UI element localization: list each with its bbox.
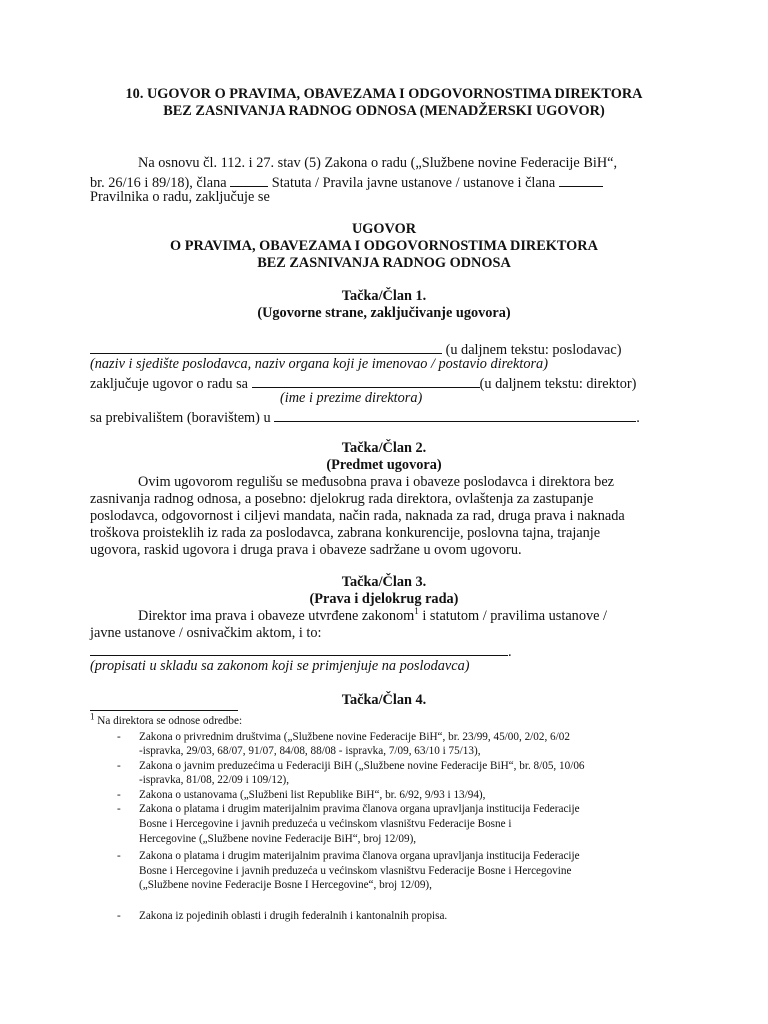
footnote-item-2-line-2: -ispravka, 81/08, 22/09 i 109/12), [139,774,290,786]
footnote-marker: 1 [90,711,95,722]
intro-line-2b: Statuta / Pravila javne ustanove / ustanove i člana [271,175,556,191]
clan3-subtitle: (Prava i djelokrug rada) [309,591,459,607]
intro-line-3: Pravilnika o radu, zaključuje se [90,189,270,205]
contract-heading-line1: UGOVOR [351,221,417,237]
clan3-title: Tačka/Član 3. [341,574,427,590]
clan1-subtitle: (Ugovorne strane, zaključivanje ugovora) [257,305,511,321]
document-title-line2: BEZ ZASNIVANJA RADNOG ODNOSA (MENADŽERSKI UGOVOR) [163,103,605,119]
footnote-ref-1[interactable]: 1 [414,606,419,617]
footnote-item-6-line-1: Zakona iz pojedinih oblasti i drugih federalnih i kantonalnih propisa. [139,910,448,922]
clan2-subtitle: (Predmet ugovora) [326,457,442,473]
clan1-line-3-suffix: (u daljnem tekstu: direktor) [479,376,637,392]
blank-prebivaliste [274,407,636,422]
intro-line-1: Na osnovu čl. 112. i 27. stav (5) Zakona o radu („Službene novine Federacije BiH“, [138,155,618,171]
footnote-item-bullet: - [117,731,121,743]
footnote-item-1-line-1: Zakona o privrednim društvima („Službene novine Federacije BiH“, br. 23/99, 45/00, 2/02, 6/02 [139,731,570,743]
footnote-intro [90,711,243,728]
footnote-item-bullet: - [117,910,121,922]
footnote-item-bullet: - [117,760,121,772]
footnote-item-5-line-2: Bosne i Hercegovine i javnih preduzeća u većinskom vlasništvu Federacije Bosne i Hercegovine [139,865,572,877]
contract-heading-line2: O PRAVIMA, OBAVEZAMA I ODGOVORNOSTIMA DIREKTORA [170,238,598,254]
blank-clan-statuta [230,172,268,187]
clan3-line-3: . [90,641,512,661]
footnote-item-4-line-1: Zakona o platama i drugim materijalnim pravima članova organa upravljanja institucija Federacije [139,803,580,815]
blank-poslodavac [90,339,442,354]
footnote-item-bullet: - [117,789,121,801]
footnote-item-1-line-2: -ispravka, 29/03, 68/07, 91/07, 84/08, 88/08 - ispravka, 7/09, 63/10 i 75/13), [139,745,481,757]
clan3-line-1 [138,608,607,625]
footnote-item-5-line-3: („Službene novine Federacije Bosne I Hercegovine“, broj 12/09), [139,879,432,891]
clan2-line-5: ugovora, raskid ugovora i druga prava i obaveze sadržane u ovom ugovoru. [90,542,522,558]
document-title-line1: 10. UGOVOR O PRAVIMA, OBAVEZAMA I ODGOVORNOSTIMA DIREKTORA [125,86,643,102]
footnote-item-bullet: - [117,850,121,862]
intro-line-2a: br. 26/16 i 89/18), člana [90,175,227,191]
blank-direktor-ime [252,373,480,388]
clan1-line-4-caption: (ime i prezime direktora) [280,390,423,406]
clan1-line-2-caption: (naziv i sjedište poslodavca, naziv organa koji je imenovao / postavio direktora) [90,356,548,372]
footnote-item-bullet: - [117,803,121,815]
clan2-line-4: troškova proisteklih iz rada za poslodavca, zabrana konkurencije, poslovna tajna, trajanje [90,525,601,541]
footnote-item-4-line-2: Bosne i Hercegovine i javnih preduzeća u većinskom vlasništvu Federacije Bosne i [139,818,512,830]
blank-prava-direktora [90,641,508,656]
clan1-title: Tačka/Član 1. [341,288,427,304]
clan3-line-1a: Direktor ima prava i obaveze utvrđene zakonom [138,608,415,624]
clan2-title: Tačka/Član 2. [341,440,427,456]
footnote-item-2-line-1: Zakona o javnim preduzećima u Federaciji BiH („Službene novine Federacije BiH“, br. 8/05, 10/06 [139,760,585,772]
clan1-line-5-prefix: sa prebivalištem (boravištem) u [90,410,271,426]
footnote-item-5-line-1: Zakona o platama i drugim materijalnim pravima članova organa upravljanja institucija Federacije [139,850,580,862]
clan2-line-1: Ovim ugovorom regulišu se međusobna prava i obaveze poslodavca i direktora bez [138,474,615,490]
contract-heading-line3: BEZ ZASNIVANJA RADNOG ODNOSA [257,255,511,271]
clan4-title: Tačka/Član 4. [341,692,427,708]
blank-clan-pravilnika [559,172,603,187]
clan1-line-1-suffix: (u daljnem tekstu: poslodavac) [445,342,622,358]
clan3-line-2: javne ustanove / osnivačkim aktom, i to: [90,625,322,641]
clan2-line-3: poslodavca, odgovornost i ciljevi mandata, način rada, naknada za rad, druga prava i naknada [90,508,625,524]
clan2-line-2: zasnivanja radnog odnosa, a posebno: djelokrug rada direktora, ovlaštenja za zastupanje [90,491,594,507]
footnote-item-3-line-1: Zakona o ustanovama („Službeni list Republike BiH“, br. 6/92, 9/93 i 13/94), [139,789,486,801]
footnote-separator [90,710,238,711]
clan3-line-1b: i statutom / pravilima ustanove / [418,608,608,624]
clan3-line-4-caption: (propisati u skladu sa zakonom koji se primjenjuje na poslodavca) [90,658,470,674]
clan1-line-5: sa prebivalištem (boravištem) u . [90,407,640,427]
footnote-intro-text: Na direktora se odnose odredbe: [94,715,243,727]
clan1-line-3-prefix: zaključuje ugovor o radu sa [90,376,249,392]
footnote-item-4-line-3: Hercegovine („Službene novine Federacije BiH“, broj 12/09), [139,833,417,845]
